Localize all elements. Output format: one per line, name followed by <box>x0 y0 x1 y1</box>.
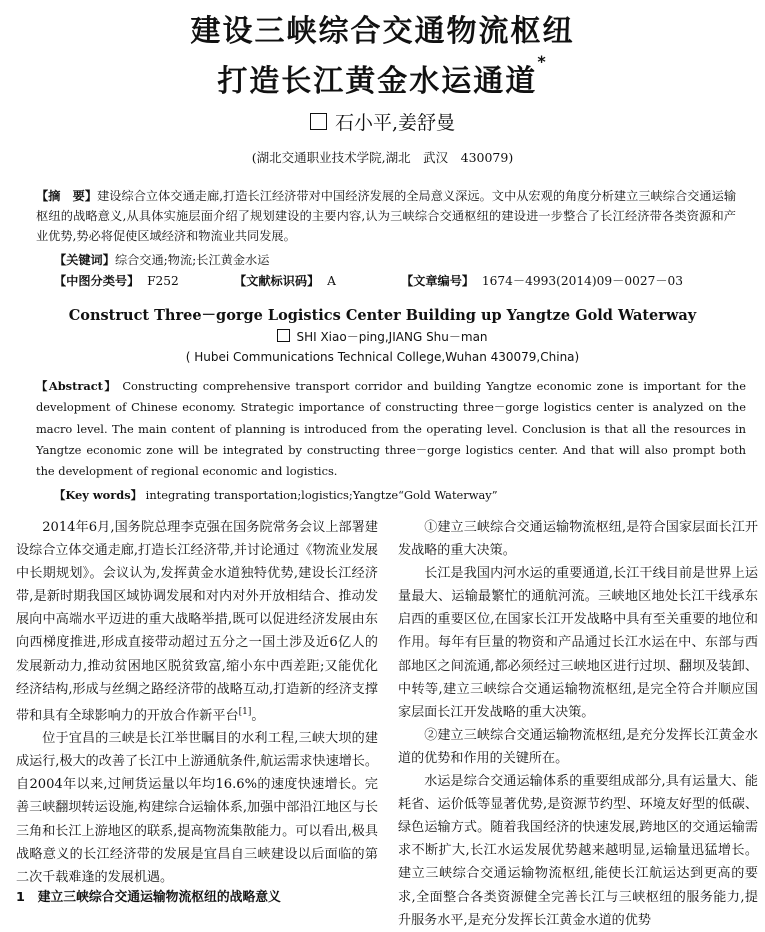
abstract-en-text: Constructing comprehensive transport corridor and building Yangtze economic zone is important for the development of Chinese economy. Strategic importance of constructing three－gorge logistics center is analyzed on the macro level. The main content of planning is introduced from the operating level. Conclusion is that all the resources in Yangtze economic zone will be integrated by constructing three－gorge logistics center. And that will also prompt both the development of regional economic and logistics. <box>36 379 746 479</box>
clc-number <box>54 272 179 289</box>
body-column-right <box>398 516 758 932</box>
english-authors <box>0 328 765 345</box>
paragraph: ②建立三峡综合交通运输物流枢纽,是充分发挥长江黄金水道的优势和作用的关键所在。 <box>398 727 758 766</box>
paragraph: 位于宜昌的三峡是长江举世瞩目的水利工程,三峡大坝的建成运行,极大的改善了长江中上游通航条件,航运需求快速增长。自2004年以来,过闸货运量以年均16.6%的速度快速增长。完善三峡翻坝转运设施,构建综合运输体系,加强中部沿江地区与长三角和长江上游地区的联系,提高物流集散能力。可以看出,极具战略意义的长江经济带的发展是宜昌自三峡建设以后面临的第二次千载难逢的发展机遇。 <box>16 731 378 885</box>
body-column-left <box>16 516 378 889</box>
keywords-en-label: 【Key words】 <box>54 488 143 502</box>
keywords-cn-text: 综合交通;物流;长江黄金水运 <box>114 253 270 267</box>
doc-value: A <box>327 274 336 288</box>
paper-title-text: 打造长江黄金水运通道 <box>217 64 538 99</box>
paper-title-line-2 <box>0 52 765 100</box>
abstract-en-label: 【Abstract】 <box>36 379 118 393</box>
paper-title-line-1: 建设三峡综合交通物流枢纽 <box>190 14 575 49</box>
paragraph-text: 2014年6月,国务院总理李克强在国务院常务会议上部署建设综合立体交通走廊,打造长江经济带,并讨论通过《物流业发展中长期规划》。会议认为,发挥黄金水道独特优势,建设长江经济带,是新时期我国区域协调发展和对内对外开放相结合、推动发展向中高端水平迈进的重大战略举措,既可以促进经济发展由东向西梯度推进,形成直接带动超过五分之一国土涉及近6亿人的发展新动力,推动贫困地区脱贫致富,缩小东中西差距;又能优化经济结构,形成与丝绸之路经济带的战略互动,打造新的经济支撑带和具有全球影响力的开放合作新平台 <box>16 520 378 724</box>
article-value: 1674－4993(2014)09－0027－03 <box>481 274 684 288</box>
abstract-cn-label: 【摘 要】 <box>36 189 98 203</box>
title-footnote-mark: * <box>537 52 548 71</box>
author-box-icon <box>310 113 327 130</box>
citation-ref: [1] <box>238 706 252 717</box>
author-box-icon <box>277 329 290 342</box>
authors-cn <box>0 108 765 135</box>
abstract-cn-text: 建设综合立体交通走廊,打造长江经济带对中国经济发展的全局意义深远。文中从宏观的角度分析建立三峡综合交通运输枢纽的战略意义,从具体实施层面介绍了规划建设的主要内容,认为三峡综合交通枢纽的建设进一步整合了长江经济带各类资源和产业优势,势必将促使区域经济和物流业共同发展。 <box>36 189 737 243</box>
english-title: Construct Three－gorge Logistics Center Building up Yangtze Gold Waterway <box>68 307 697 324</box>
clc-label: 【中图分类号】 <box>54 274 140 288</box>
article-label: 【文章编号】 <box>401 274 475 288</box>
abstract-cn <box>36 186 736 246</box>
article-number <box>401 272 683 289</box>
english-author-names: SHI Xiao－ping,JIANG Shu－man <box>296 330 488 344</box>
paragraph-end: 。 <box>251 708 265 724</box>
paragraph: 长江是我国内河水运的重要通道,长江干线目前是世界上运量最大、运输最繁忙的通航河流。三峡地区地处长江干线承东启西的重要区位,在国家长江开发战略中具有至关重要的地位和作用。每年有巨量的物资和产品通过长江水运在中、东部与西部地区之间流通,都必须经过三峡地区进行过坝、翻坝及装卸、中转等,建立三峡综合交通运输物流枢纽,是完全符合并顺应国家层面长江开发战略的重大决策。 <box>398 566 758 720</box>
doc-label: 【文献标识码】 <box>234 274 320 288</box>
clc-value: F252 <box>147 274 179 288</box>
keywords-en-text: integrating transportation;logistics;Yangtze“Gold Waterway” <box>145 488 498 502</box>
keywords-cn <box>54 251 269 268</box>
author-names-cn: 石小平,姜舒曼 <box>334 112 456 134</box>
affiliation-cn: (湖北交通职业技术学院,湖北 武汉 430079) <box>251 150 514 165</box>
document-code <box>234 272 336 289</box>
english-affiliation: ( Hubei Communications Technical College,Wuhan 430079,China) <box>185 350 580 364</box>
paragraph: 水运是综合交通运输体系的重要组成部分,具有运量大、能耗省、运价低等显著优势,是资源节约型、环境友好型的低碳、绿色运输方式。随着我国经济的快速发展,跨地区的交通运输需求不断扩大,长江水运发展优势越来越明显,运输量迅猛增长。建立三峡综合交通运输物流枢纽,能使长江航运达到更高的要求,全面整合各类资源健全完善长江与三峡枢纽的服务能力,提升服务水平,是充分发挥长江黄金水道的优势 <box>398 774 758 928</box>
abstract-en <box>36 376 746 482</box>
keywords-cn-label: 【关键词】 <box>54 253 115 267</box>
paragraph <box>16 516 378 727</box>
paragraph: ①建立三峡综合交通运输物流枢纽,是符合国家层面长江开发战略的重大决策。 <box>398 520 758 559</box>
section-heading-1: 1 建立三峡综合交通运输物流枢纽的战略意义 <box>16 890 281 905</box>
keywords-en <box>54 487 498 503</box>
